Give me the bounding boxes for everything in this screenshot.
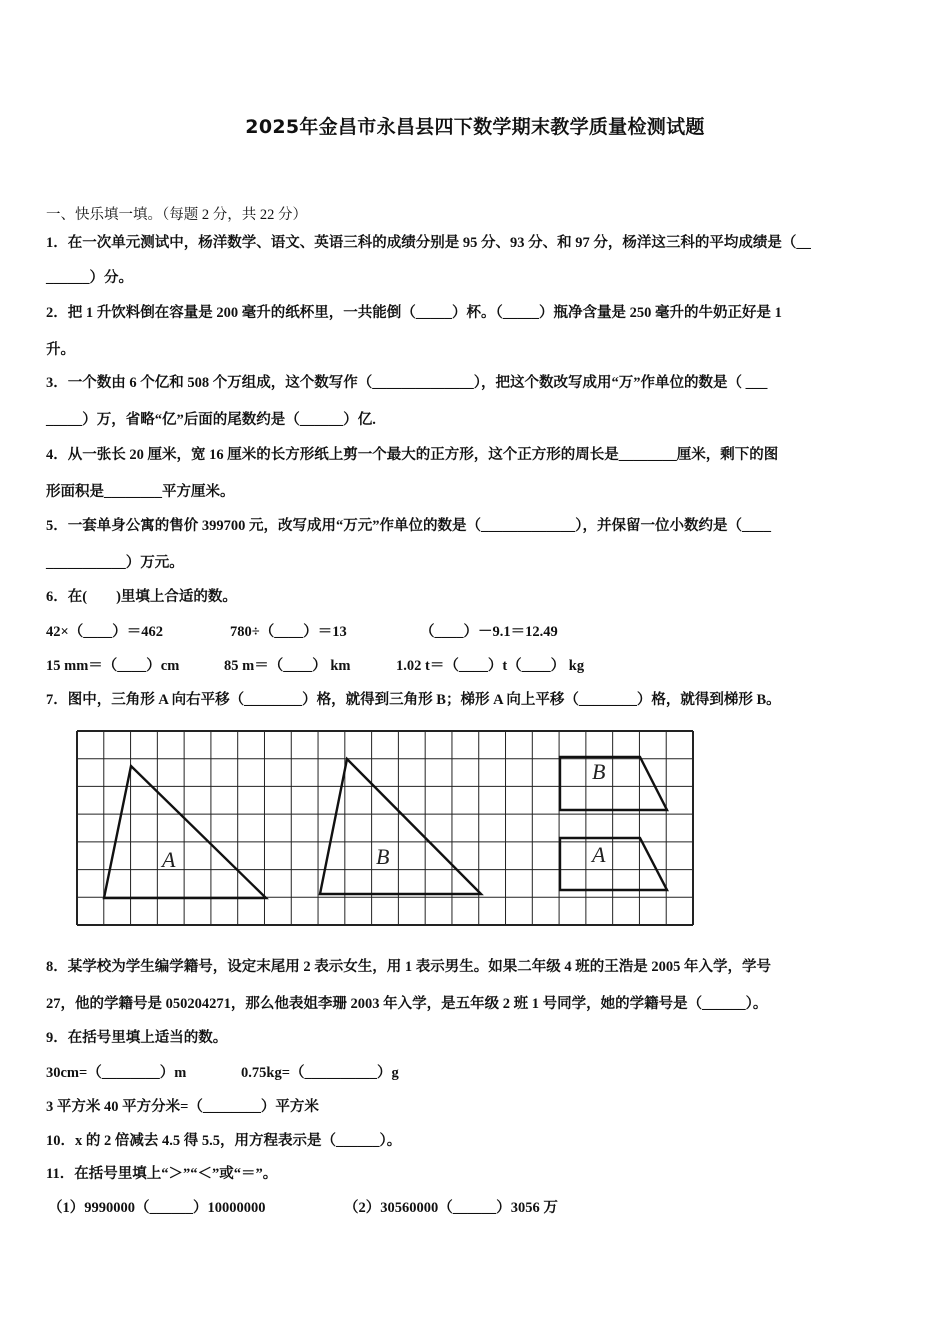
shape-labels — [160, 759, 606, 872]
q3-line2: _____）万，省略“亿”后面的尾数约是（______）亿. — [46, 412, 376, 428]
q11-part1: （1）9990000（______）10000000 — [48, 1200, 266, 1216]
q2-line1: 2．把 1 升饮料倒在容量是 200 毫升的纸杯里，一共能倒（_____）杯。（_____）瓶净含量是 250 毫升的牛奶正好是 1 — [46, 305, 782, 321]
grid-svg — [70, 722, 700, 932]
trapezoid-a — [560, 838, 667, 890]
q6-r1-a: 42×（____）＝462 — [46, 624, 164, 640]
triangle-a — [104, 766, 266, 898]
q9-r1-b: 0.75kg=（__________）g — [241, 1065, 399, 1081]
q4-line2: 形面积是________平方厘米。 — [46, 484, 235, 500]
label-trapezoid-b: B — [592, 759, 606, 784]
q5-line1: 5．一套单身公寓的售价 399700 元，改写成用“万元”作单位的数是（_____________），并保留一位小数约是（____ — [46, 518, 771, 534]
q7-text: 7．图中，三角形 A 向右平移（________）格，就得到三角形 B；梯形 A 向上平移（________）格，就得到梯形 B。 — [46, 692, 781, 708]
q2-line2: 升。 — [46, 342, 75, 358]
q6-r2-a: 15 mm＝（____）cm — [46, 658, 180, 674]
q6-r2-b: 85 m＝（____） km — [224, 658, 351, 674]
q8-line1: 8．某学校为学生编学籍号，设定末尾用 2 表示女生，用 1 表示男生。如果二年级 4 班的王浩是 2005 年入学，学号 — [46, 959, 771, 975]
q6-r2-c: 1.02 t＝（____）t（____） kg — [396, 658, 585, 674]
q6-r1-b: 780÷（____）＝13 — [230, 624, 347, 640]
q9-r2: 3 平方米 40 平方分米=（________）平方米 — [46, 1099, 319, 1115]
label-triangle-a: A — [162, 847, 176, 872]
q1-line1: 1．在一次单元测试中，杨洋数学、语文、英语三科的成绩分别是 95 分、93 分、和 97 分，杨洋这三科的平均成绩是（__ — [46, 235, 811, 251]
label-trapezoid-a: A — [592, 842, 606, 867]
q3-line1: 3．一个数由 6 个亿和 508 个万组成，这个数写作（______________），把这个数改写成用“万”作单位的数是（ ___ — [46, 375, 768, 391]
q8-line2: 27，他的学籍号是 050204271，那么他表姐李珊 2003 年入学，是五年级 2 班 1 号同学，她的学籍号是（______）。 — [46, 996, 768, 1012]
q11-stem: 11．在括号里填上“＞”“＜”或“＝”。 — [46, 1166, 278, 1182]
q10-text: 10．x 的 2 倍减去 4.5 得 5.5，用方程表示是（______）。 — [46, 1133, 402, 1149]
q5-line2: ___________）万元。 — [46, 555, 184, 571]
triangle-b — [320, 759, 481, 894]
q11-part2: （2）30560000（______）3056 万 — [344, 1200, 558, 1216]
q9-r1-a: 30cm=（________）m — [46, 1065, 187, 1081]
shapes — [104, 757, 667, 898]
q6-r1-c: （____）－9.1＝12.49 — [420, 624, 558, 640]
trapezoid-b — [560, 757, 667, 810]
q1-line2: ______）分。 — [46, 270, 133, 286]
label-triangle-b: B — [376, 844, 390, 869]
q7-grid-figure — [70, 722, 700, 932]
page-title: 2025年金昌市永昌县四下数学期末教学质量检测试题 — [245, 116, 705, 138]
q6-stem: 6．在( )里填上合适的数。 — [46, 589, 237, 605]
q4-line1: 4．从一张长 20 厘米，宽 16 厘米的长方形纸上剪一个最大的正方形，这个正方形的周长是________厘米，剩下的图 — [46, 447, 779, 463]
q9-stem: 9．在括号里填上适当的数。 — [46, 1030, 228, 1046]
section-heading: 一、快乐填一填。（每题 2 分，共 22 分） — [46, 207, 307, 223]
